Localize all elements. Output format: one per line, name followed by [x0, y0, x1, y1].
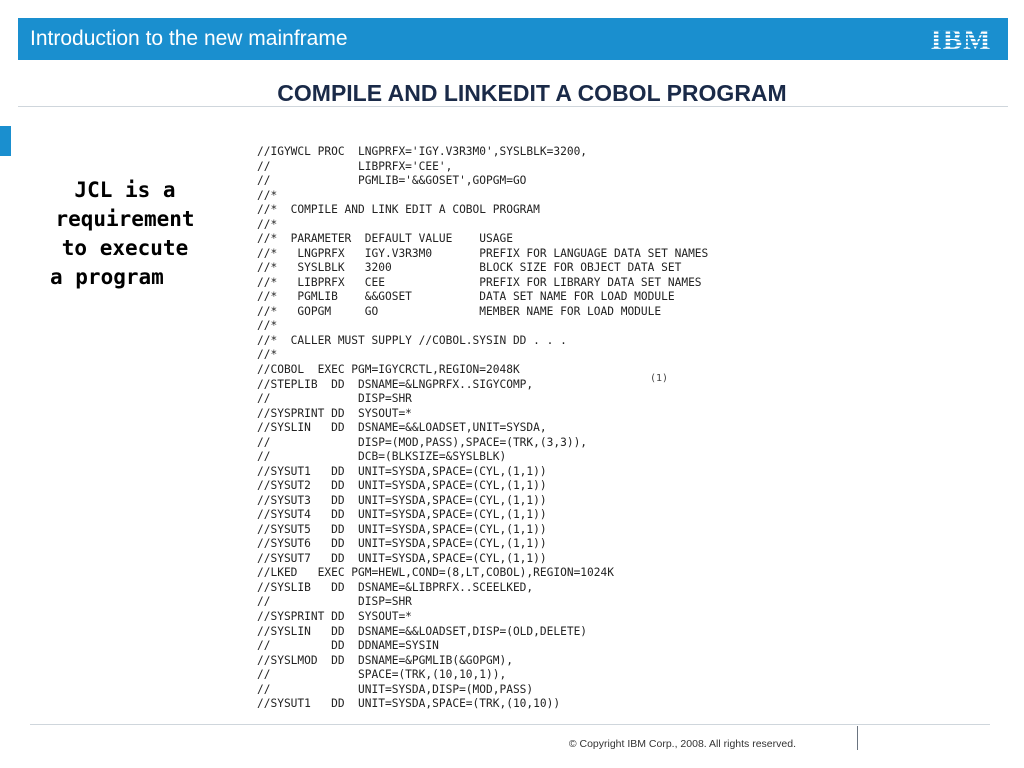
callout-line: JCL is a: [74, 178, 176, 202]
ibm-logo-text: IBM: [930, 24, 992, 54]
code-line: //STEPLIB DD DSNAME=&LNGPRFX..SIGYCOMP,: [257, 377, 534, 391]
code-lines: [250, 145, 722, 712]
code-line: //LKED EXEC PGM=HEWL,COND=(8,LT,COBOL),REGION=1024K: [257, 566, 614, 580]
code-line: //* LIBPRFX CEE PREFIX FOR LIBRARY DATA SET NAMES: [257, 275, 702, 289]
code-line: //* LNGPRFX IGY.V3R3M0 PREFIX FOR LANGUAGE DATA SET NAMES: [257, 246, 709, 260]
code-line: //SYSLMOD DD DSNAME=&PGMLIB(&GOPGM),: [257, 653, 513, 667]
code-line: //IGYWCL PROC LNGPRFX='IGY.V3R3M0',SYSLBLK=3200,: [257, 145, 588, 158]
callout-line: a program: [50, 265, 164, 289]
code-line: //COBOL EXEC PGM=IGYCRCTL,REGION=2048K: [257, 362, 520, 376]
code-artifact: (1): [650, 373, 669, 384]
header-title: Introduction to the new mainframe: [30, 27, 348, 50]
code-line: //SYSUT2 DD UNIT=SYSDA,SPACE=(CYL,(1,1)): [257, 479, 547, 493]
code-line: // DISP=SHR: [257, 595, 412, 609]
code-line: // DISP=(MOD,PASS),SPACE=(TRK,(3,3)),: [257, 435, 588, 449]
copyright-notice: © Copyright IBM Corp., 2008. All rights reserved.: [568, 738, 796, 750]
code-line: //SYSUT1 DD UNIT=SYSDA,SPACE=(TRK,(10,10)): [257, 697, 561, 711]
code-line: // UNIT=SYSDA,DISP=(MOD,PASS): [257, 682, 534, 696]
code-line: //SYSUT1 DD UNIT=SYSDA,SPACE=(CYL,(1,1)): [257, 464, 547, 478]
code-line: //* GOPGM GO MEMBER NAME FOR LOAD MODULE: [257, 304, 662, 318]
code-line: //* PARAMETER DEFAULT VALUE USAGE: [257, 232, 513, 246]
header-bar: [18, 18, 1008, 60]
code-line: //SYSUT3 DD UNIT=SYSDA,SPACE=(CYL,(1,1)): [257, 493, 547, 507]
code-line: // DD DDNAME=SYSIN: [257, 639, 439, 653]
code-line: // PGMLIB='&&GOSET',GOPGM=GO: [257, 174, 527, 188]
code-line: //* SYSLBLK 3200 BLOCK SIZE FOR OBJECT DATA SET: [257, 261, 682, 275]
code-line: // SPACE=(TRK,(10,10,1)),: [257, 668, 507, 682]
code-line: //*: [257, 217, 278, 231]
title-divider: [18, 106, 1008, 107]
callout-text: [30, 176, 220, 292]
code-line: // DISP=SHR: [257, 392, 412, 406]
code-line: // LIBPRFX='CEE',: [257, 159, 453, 173]
code-line: //* COMPILE AND LINK EDIT A COBOL PROGRAM: [257, 203, 540, 217]
code-line: //SYSUT6 DD UNIT=SYSDA,SPACE=(CYL,(1,1)): [257, 537, 547, 551]
slide-title: COMPILE AND LINKEDIT A COBOL PROGRAM: [277, 80, 787, 106]
footer-vertical-divider: [857, 726, 858, 750]
ibm-logo: [928, 24, 994, 54]
code-line: // DCB=(BLKSIZE=&SYSLBLK): [257, 450, 507, 464]
code-line: //SYSPRINT DD SYSOUT=*: [257, 406, 412, 420]
code-line: //*: [257, 188, 278, 202]
code-line: //SYSLIN DD DSNAME=&&LOADSET,DISP=(OLD,DELETE): [257, 624, 588, 638]
code-line: //SYSUT5 DD UNIT=SYSDA,SPACE=(CYL,(1,1)): [257, 522, 547, 536]
code-line: //*: [257, 348, 278, 362]
callout-line: to execute: [61, 236, 189, 260]
jcl-code-listing: [250, 145, 722, 725]
code-line: //* PGMLIB &&GOSET DATA SET NAME FOR LOAD MODULE: [257, 290, 675, 304]
code-line: //*: [257, 319, 278, 333]
footer-divider: [30, 724, 990, 725]
code-line: //SYSUT4 DD UNIT=SYSDA,SPACE=(CYL,(1,1)): [257, 508, 547, 522]
code-line: //SYSPRINT DD SYSOUT=*: [257, 610, 412, 623]
side-marker: [0, 126, 11, 156]
callout-line: requirement: [55, 207, 195, 231]
code-line: //SYSLIN DD DSNAME=&&LOADSET,UNIT=SYSDA,: [257, 421, 547, 435]
code-line: //SYSLIB DD DSNAME=&LIBPRFX..SCEELKED,: [257, 580, 534, 594]
code-line: //SYSUT7 DD UNIT=SYSDA,SPACE=(CYL,(1,1)): [257, 551, 547, 565]
code-line: //* CALLER MUST SUPPLY //COBOL.SYSIN DD . . .: [257, 333, 567, 347]
